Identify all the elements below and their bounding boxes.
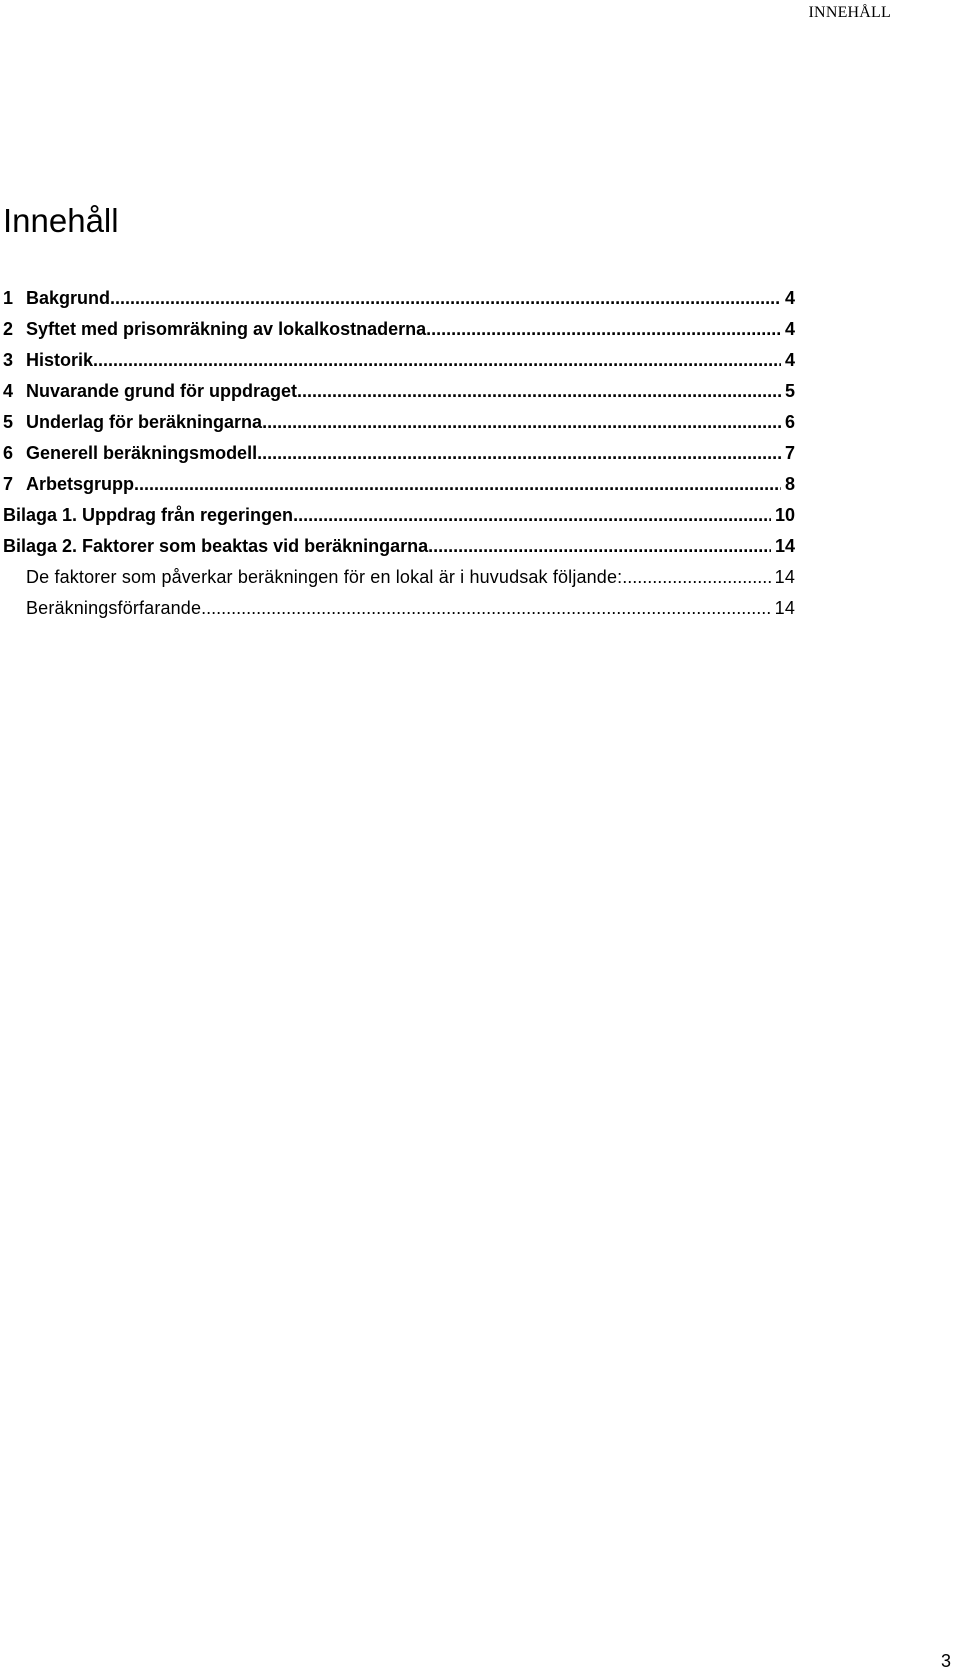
toc-entry-page: 8 bbox=[784, 474, 795, 494]
toc-entry-appendix-1[interactable] bbox=[0, 500, 795, 531]
toc-entry-appendix-2[interactable] bbox=[0, 531, 795, 562]
toc-entry-number: 1 bbox=[3, 288, 14, 308]
toc-dot-leader bbox=[293, 500, 771, 531]
toc-entry-number: 5 bbox=[3, 412, 14, 432]
toc-entry-page: 4 bbox=[784, 288, 795, 308]
toc-entry-label: Arbetsgrupp bbox=[26, 474, 134, 494]
toc-entry-page: 10 bbox=[774, 505, 795, 525]
toc-entry-page: 6 bbox=[784, 412, 795, 432]
toc-entry[interactable] bbox=[0, 469, 795, 500]
toc-entry-number: 3 bbox=[3, 350, 14, 370]
toc-dot-leader bbox=[93, 345, 781, 376]
toc-entry-page: 4 bbox=[784, 350, 795, 370]
toc-entry[interactable] bbox=[0, 283, 795, 314]
toc-entry-label: Bilaga 1. Uppdrag från regeringen bbox=[3, 505, 294, 525]
toc-entry-label: Bilaga 2. Faktorer som beaktas vid beräkningarna bbox=[3, 536, 429, 556]
toc-entry-number: 2 bbox=[3, 319, 14, 339]
toc-entry[interactable] bbox=[0, 314, 795, 345]
toc-subentry[interactable] bbox=[0, 562, 795, 593]
toc-entry[interactable] bbox=[0, 345, 795, 376]
page-title: Innehåll bbox=[3, 202, 119, 239]
toc-entry-label: De faktorer som påverkar beräkningen för en lokal är i huvudsak följande: bbox=[26, 567, 623, 587]
toc-dot-leader bbox=[622, 562, 770, 593]
toc-entry-page: 14 bbox=[774, 567, 795, 587]
toc-entry-page: 7 bbox=[784, 443, 795, 463]
toc-dot-leader bbox=[426, 314, 781, 345]
toc-entry-number: 6 bbox=[3, 443, 14, 463]
toc-dot-leader bbox=[201, 593, 771, 624]
toc-entry-page: 4 bbox=[784, 319, 795, 339]
toc-subentry[interactable] bbox=[0, 593, 795, 624]
toc-dot-leader bbox=[297, 376, 781, 407]
toc-entry-label: Underlag för beräkningarna bbox=[26, 412, 263, 432]
toc-entry-label: Syftet med prisomräkning av lokalkostnaderna bbox=[26, 319, 427, 339]
toc-entry-label: Nuvarande grund för uppdraget bbox=[26, 381, 298, 401]
toc-entry-label: Generell beräkningsmodell bbox=[26, 443, 258, 463]
toc-dot-leader bbox=[428, 531, 771, 562]
running-header: INNEHÅLL bbox=[808, 4, 891, 21]
toc-dot-leader bbox=[134, 469, 781, 500]
toc-dot-leader bbox=[257, 438, 781, 469]
toc-entry-page: 5 bbox=[784, 381, 795, 401]
table-of-contents bbox=[0, 283, 795, 624]
toc-entry-label: Beräkningsförfarande bbox=[26, 598, 202, 618]
toc-entry-label: Bakgrund bbox=[26, 288, 111, 308]
toc-dot-leader bbox=[262, 407, 781, 438]
toc-entry[interactable] bbox=[0, 438, 795, 469]
toc-entry[interactable] bbox=[0, 376, 795, 407]
toc-entry-page: 14 bbox=[774, 536, 795, 556]
toc-dot-leader bbox=[110, 283, 781, 314]
toc-entry[interactable] bbox=[0, 407, 795, 438]
toc-entry-page: 14 bbox=[774, 598, 795, 618]
toc-entry-label: Historik bbox=[26, 350, 94, 370]
toc-entry-number: 4 bbox=[3, 381, 14, 401]
toc-entry-number: 7 bbox=[3, 474, 14, 494]
page-number: 3 bbox=[940, 1651, 951, 1671]
